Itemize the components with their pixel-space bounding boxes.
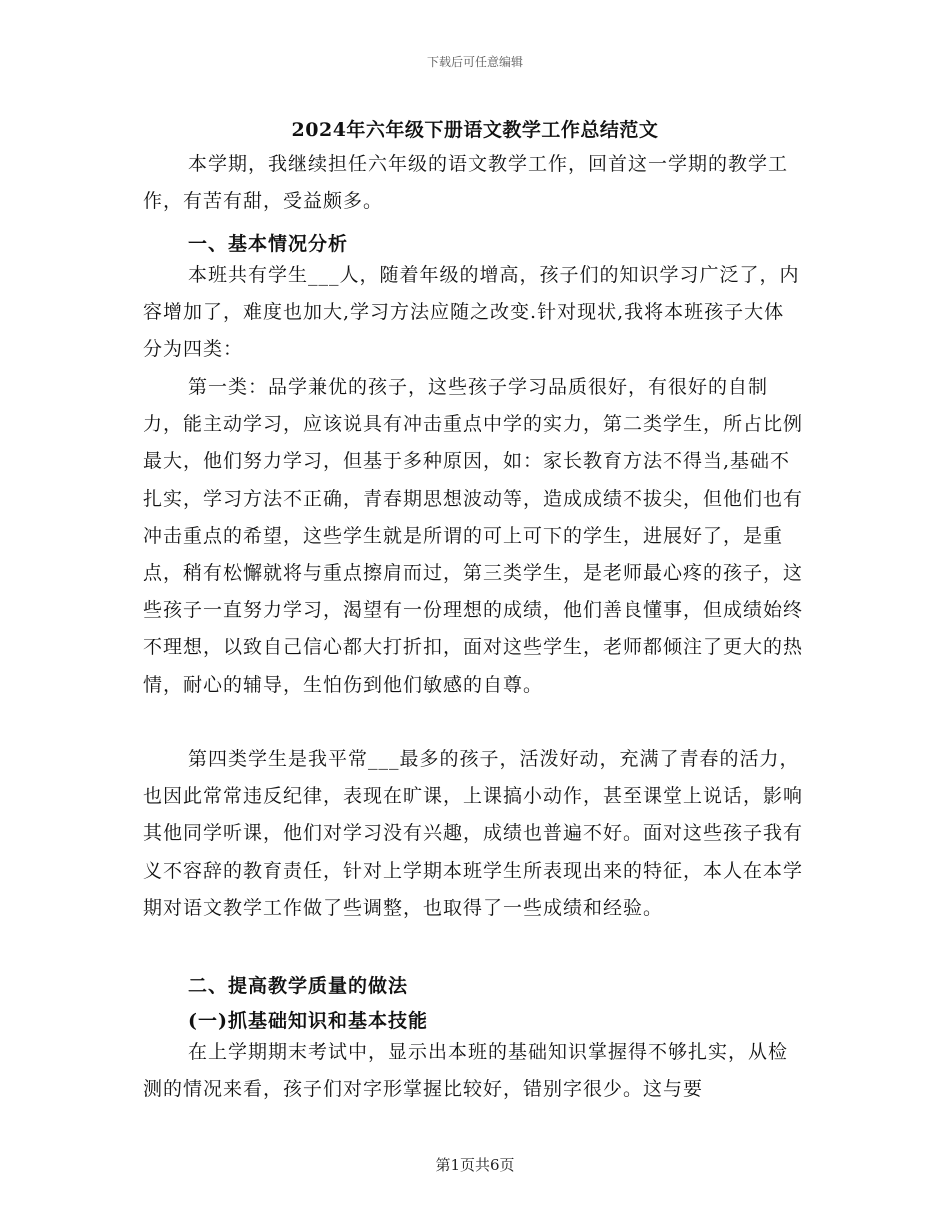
subsection-heading-1: (一)抓基础知识和基本技能 [188,1010,428,1032]
paragraph-basics: 在上学期期末考试中，显示出本班的基础知识掌握得不够扎实，从检测的情况来看，孩子们对字形掌握比较好，错别字很少。这与要 [143,1041,789,1101]
section-heading-1: 一、基本情况分析 [188,233,349,255]
paragraph-intro: 本学期，我继续担任六年级的语文教学工作，回首这一学期的教学工作，有苦有甜，受益颇多。 [143,153,789,213]
page-header: 下载后可任意编辑 [426,55,523,69]
section-heading-2: 二、提高教学质量的做法 [188,975,409,997]
paragraph-student-types: 第一类：品学兼优的孩子，这些孩子学习品质很好，有很好的自制力，能主动学习，应该说具有冲击重点中学的实力，第二类学生，所占比例最大，他们努力学习，但基于多种原因，如：家长教育方法不得当,基础不扎实，学习方法不正确，青春期思想波动等，造成成绩不拔尖，但他们也有冲击重点的希望，这些学生就是所谓的可上可下的学生，进展好了，是重点，稍有松懈就将与重点擦肩而过，第三类学生，是老师最心疼的孩子，这些孩子一直努力学习，渴望有一份理想的成绩，他们善良懂事，但成绩始终不理想，以致自己信心都大打折扣，面对这些学生，老师都倾注了更大的热情，耐心的辅导，生怕伤到他们敏感的自尊。 [143,376,804,696]
paragraph-class-overview: 本班共有学生___人，随着年级的增高，孩子们的知识学习广泛了，内容增加了，难度也加大,学习方法应随之改变.针对现状,我将本班孩子大体分为四类： [143,264,800,361]
paragraph-fourth-type: 第四类学生是我平常___最多的孩子，活泼好动，充满了青春的活力，也因此常常违反纪律，表现在旷课，上课搞小动作，甚至课堂上说话，影响其他同学听课，他们对学习没有兴趣，成绩也普遍不好。面对这些孩子我有义不容辞的教育责任，针对上学期本班学生所表现出来的特征，本人在本学期对语文教学工作做了些调整，也取得了一些成绩和经验。 [143,748,804,919]
page-footer: 第1页共6页 [435,1156,515,1174]
document-title: 2024年六年级下册语文教学工作总结范文 [291,119,659,141]
